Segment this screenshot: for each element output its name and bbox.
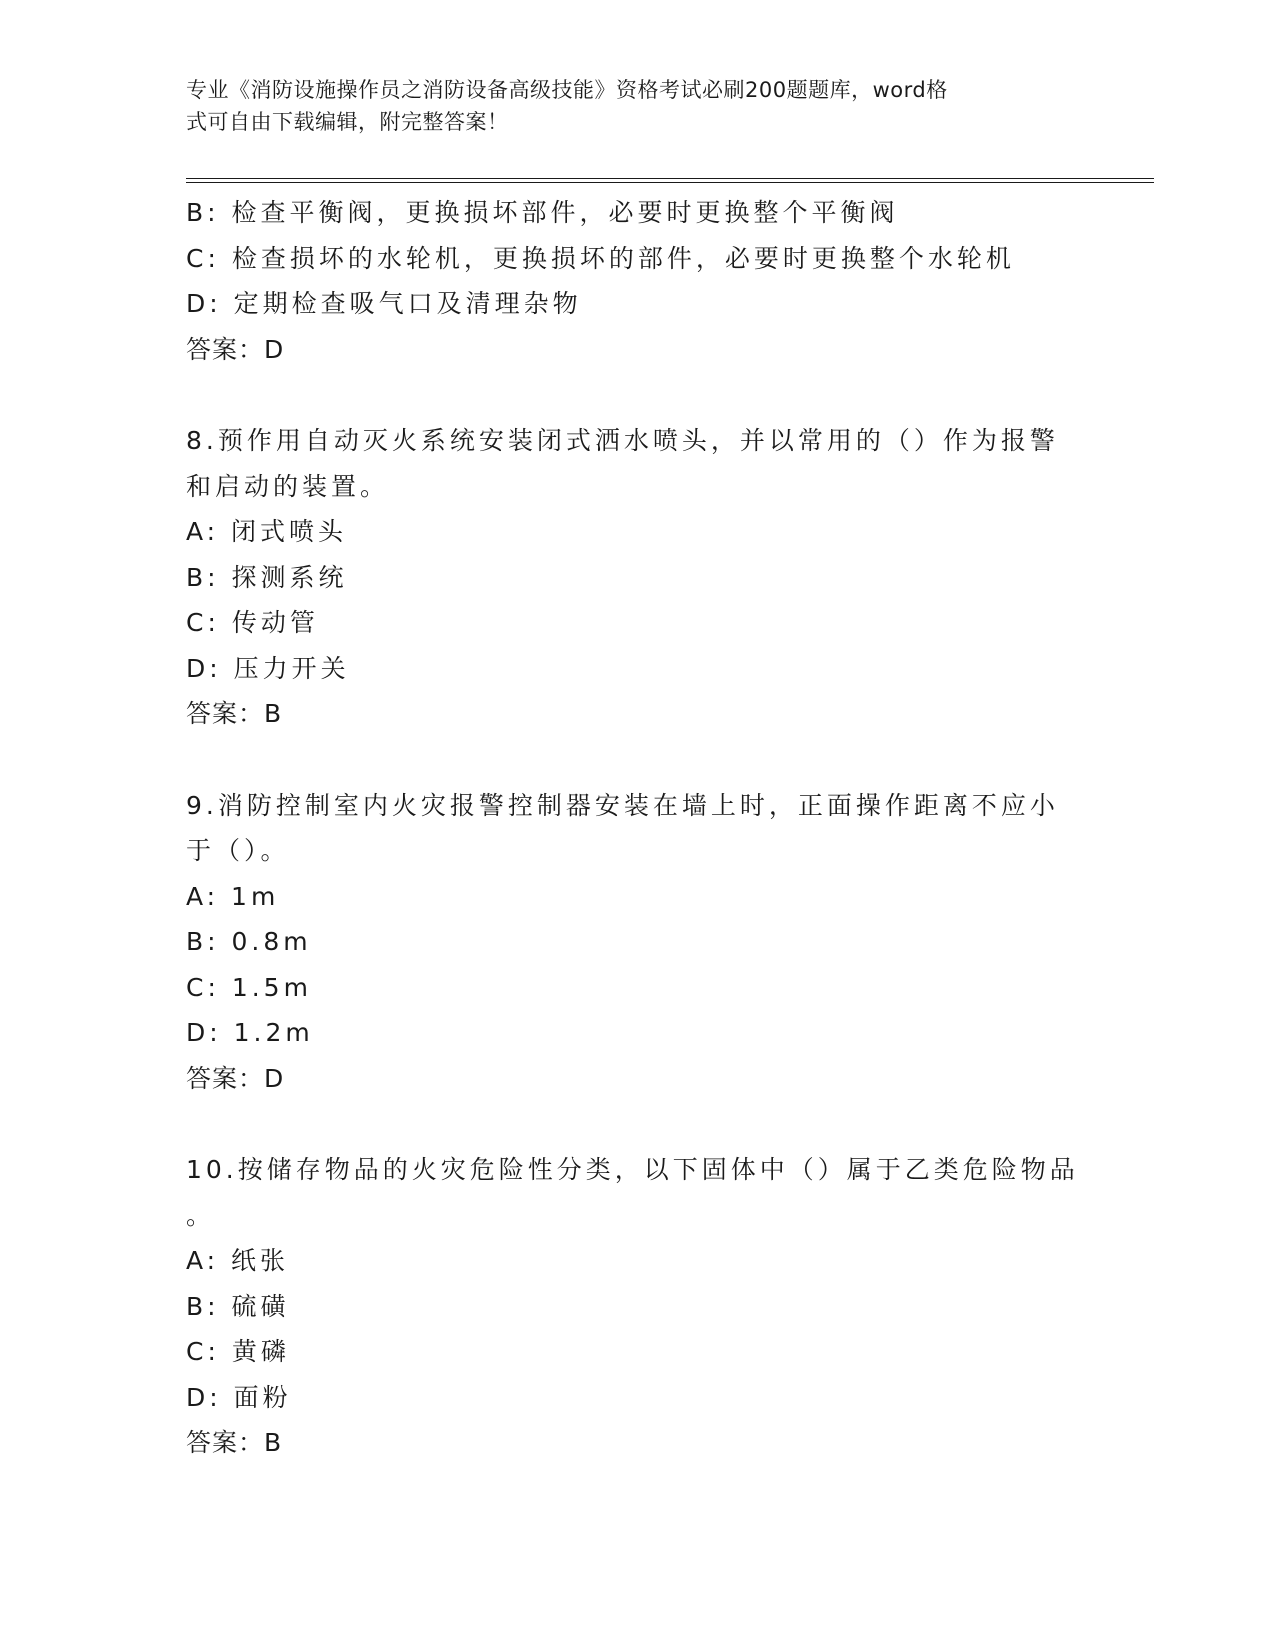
header-line-1: 专业《消防设施操作员之消防设备高级技能》资格考试必刷200题题库，word格 [186,78,948,102]
previous-question-tail [186,190,1066,372]
document-header [186,74,1066,138]
question-9 [186,783,1066,1102]
option-a: A: 闭式喷头 [186,517,348,546]
header-divider-top [186,178,1154,179]
question-text-line-2: 于（）。 [186,836,290,865]
header-line-2: 式可自由下载编辑，附完整答案！ [186,110,509,134]
answer-line: 答案：D [186,1063,285,1093]
answer-line: 答案：B [186,699,283,728]
question-10 [186,1147,1079,1466]
question-text-line-2: 。 [186,1200,216,1230]
option-b: B: 探测系统 [186,562,348,592]
question-list [186,190,1079,1466]
answer-line: 答案：D [186,334,285,364]
option-d: D: 1.2m [186,1018,314,1047]
question-text-line-1: 8.预作用自动灭火系统安装闭式洒水喷头，并以常用的（）作为报警 [186,426,1059,455]
answer-line: 答案：B [186,1428,283,1457]
option-d: D: 压力开关 [186,653,350,683]
option-c: C: 传动管 [186,608,319,637]
question-text-line-1: 10.按储存物品的火灾危险性分类，以下固体中（）属于乙类危险物品 [186,1155,1079,1184]
option-a: A: 1m [186,881,280,911]
header-divider-bottom [186,182,1154,183]
option-b: B: 检查平衡阀，更换损坏部件，必要时更换整个平衡阀 [186,198,899,227]
option-c: C: 1.5m [186,972,312,1002]
option-d: D: 面粉 [186,1382,292,1412]
option-c: C: 黄磷 [186,1337,290,1366]
option-c: C: 检查损坏的水轮机，更换损坏的部件，必要时更换整个水轮机 [186,243,1015,273]
option-d: D: 定期检查吸气口及清理杂物 [186,289,582,318]
option-b: B: 硫磺 [186,1291,290,1321]
question-text-line-2: 和启动的装置。 [186,471,390,501]
option-b: B: 0.8m [186,927,312,956]
question-text-line-1: 9.消防控制室内火灾报警控制器安装在墙上时，正面操作距离不应小 [186,790,1059,820]
question-8 [186,418,1066,737]
option-a: A: 纸张 [186,1246,290,1275]
